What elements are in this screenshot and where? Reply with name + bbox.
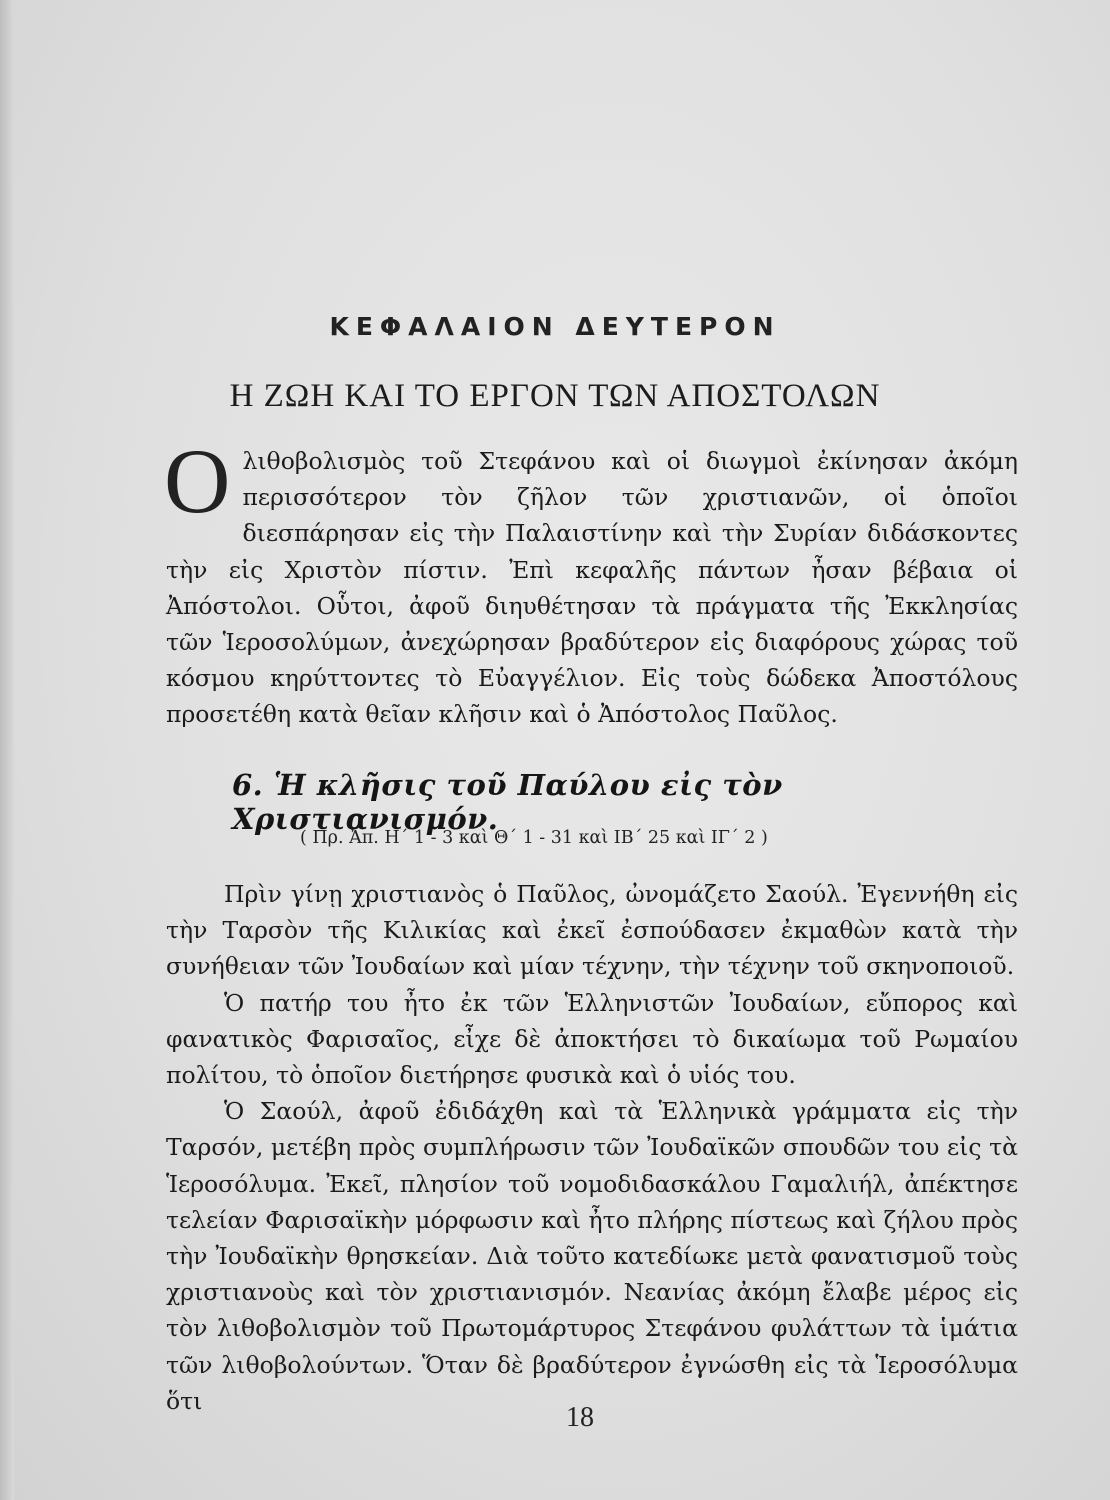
intro-paragraph: [164, 430, 1018, 733]
section-title: Η ΖΩΗ ΚΑΙ ΤΟ ΕΡΓΟΝ ΤΩΝ ΑΠΟΣΤΟΛΩΝ: [229, 378, 881, 414]
scripture-reference: ( Πρ. Ἀπ. Η΄ 1 - 3 καὶ Θ΄ 1 - 31 καὶ ΙΒ΄ 25 καὶ ΙΓ΄ 2 ): [300, 828, 768, 848]
page-edge-shadow: [0, 0, 14, 1500]
paragraph: Ὁ πατήρ του ἦτο ἐκ τῶν Ἑλληνιστῶν Ἰουδαίων, εὔπορος καὶ φανατικὸς Φαρισαῖος, εἶχε δὲ ἀποκτήσει τὸ δικαίωμα τοῦ Ρωμαίου πολίτου, τὸ ὁποῖον διετήρησε φυσικὰ καὶ ὁ υἱός του.: [166, 988, 1018, 1090]
subsection-heading: 6. Ἡ κλῆσις τοῦ Παύλου εἰς τὸν Χριστιανισμόν.: [232, 768, 783, 836]
page-number: 18: [566, 1402, 594, 1433]
chapter-heading: ΚΕΦΑΛΑΙΟΝ ΔΕΥΤΕΡΟΝ: [329, 312, 781, 341]
paragraph: Πρὶν γίνῃ χριστιανὸς ὁ Παῦλος, ὠνομάζετο Σαούλ. Ἐγεννήθη εἰς τὴν Ταρσὸν τῆς Κιλικίας καὶ ἐκεῖ ἐσπούδασεν ἐκμαθὼν κατὰ τὴν συνήθειαν τῶν Ἰουδαίων καὶ μίαν τέχνην, τὴν τέχνην τοῦ σκηνοποιοῦ.: [166, 880, 1018, 981]
paragraph: Ὁ Σαούλ, ἀφοῦ ἐδιδάχθη καὶ τὰ Ἑλληνικὰ γράμματα εἰς τὴν Ταρσόν, μετέβη πρὸς συμπλήρωσιν τῶν Ἰουδαϊκῶν σπουδῶν του εἰς τὰ Ἱεροσόλυμα. Ἐκεῖ, πλησίον τοῦ νομοδιδασκάλου Γαμαλιήλ, ἀπέκτησε τελείαν Φαρισαϊκὴν μόρφωσιν καὶ ἦτο πλήρης πίστεως καὶ ζήλου πρὸς τὴν Ἰουδαϊκὴν θρησκείαν. Διὰ τοῦτο κατεδίωκε μετὰ φανατισμοῦ τοὺς χριστιανοὺς καὶ τὸν χριστιανισμόν. Νεανίας ἀκόμη ἔλαβε μέρος εἰς τὸν λιθοβολισμὸν τοῦ Πρωτομάρτυρος Στεφάνου φυλάττων τὰ ἱμάτια τῶν λιθοβολούντων. Ὅταν δὲ βραδύτερον ἐγνώσθη εἰς τὰ Ἱεροσόλυμα ὅτι: [166, 1097, 1018, 1415]
intro-text: λιθοβολισμὸς τοῦ Στεφάνου καὶ οἱ διωγμοὶ ἐκίνησαν ἀκόμη περισσότερον τὸν ζῆλον τῶν χριστιανῶν, οἱ ὁποῖοι διεσπάρησαν εἰς τὴν Παλαιστίνην καὶ τὴν Συρίαν διδάσκοντες τὴν εἰς Χριστὸν πίστιν. Ἐπὶ κεφαλῆς πάντων ἦσαν βέβαια οἱ Ἀπόστολοι. Οὗτοι, ἀφοῦ διηυθέτησαν τὰ πράγματα τῆς Ἐκκλησίας τῶν Ἱεροσολύμων, ἀνεχώρησαν βραδύτερον εἰς διαφόρους χώρας τοῦ κόσμου κηρύττοντες τὸ Εὐαγγέλιον. Εἰς τοὺς δώδεκα Ἀποστόλους προσετέθη κατὰ θεῖαν κλῆσιν καὶ ὁ Ἀπόστολος Παῦλος.: [166, 447, 1018, 729]
drop-cap: Ο: [164, 430, 231, 532]
body-text: [166, 876, 1018, 1419]
